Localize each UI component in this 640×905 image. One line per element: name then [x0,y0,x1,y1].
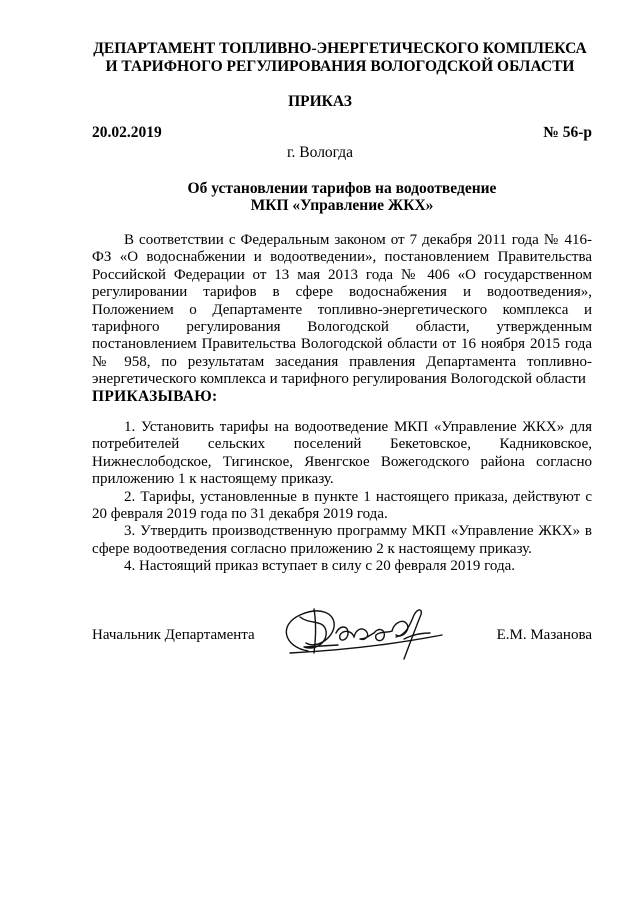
document-type: ПРИКАЗ [288,93,352,110]
order-item: 4. Настоящий приказ вступает в силу с 20 февраля 2019 года. [124,558,516,575]
document-date: 20.02.2019 [92,124,162,141]
issuer-line-1: ДЕПАРТАМЕНТ ТОПЛИВНО-ЭНЕРГЕТИЧЕСКОГО КОМПЛЕКСА [93,40,587,57]
signature-block [92,595,592,665]
subject-line-2: МКП «Управление ЖКХ» [250,197,434,214]
issuer-header [60,40,620,76]
document-city: г. Вологда [286,144,354,161]
preamble-paragraph: В соответствии с Федеральным законом от 7 декабря 2011 года № 416-ФЗ «О водоснабжении и водоотведении», постановлением Правительства Российской Федерации от 13 мая 2013 года № 406 «О государственном регулировании тарифов в сфере водоснабжения и водоотведения», Положением о Департаменте топливно-энергетического комплекса и тарифного регулирования Вологодской области, утвержденным постановлением Правительства Вологодской области от 16 ноября 2015 года № 958, по результатам заседания правления Департамента топливно-энергетического комплекса и тарифного регулирования Вологодской области [92,232,592,388]
order-items [92,419,592,576]
signatory-position: Начальник Департамента [92,627,255,643]
order-item: 1. Установить тарифы на водоотведение МКП «Управление ЖКХ» для потребителей сельских поселений Бекетовское, Кадниковское, Нижнеслободское, Тигинское, Явенгское Вожегодского района согласно приложению 1 к настоящему приказу. [92,419,592,488]
subject-line-1: Об установлении тарифов на водоотведение [187,180,497,197]
document-subject [92,180,592,214]
handwritten-signature [270,595,450,663]
order-word: ПРИКАЗЫВАЮ: [92,388,218,405]
signatory-name: Е.М. Мазанова [496,627,592,643]
issuer-line-2: И ТАРИФНОГО РЕГУЛИРОВАНИЯ ВОЛОГОДСКОЙ ОБЛАСТИ [105,58,575,75]
order-item: 3. Утвердить производственную программу МКП «Управление ЖКХ» в сфере водоотведения согласно приложению 2 к настоящему приказу. [92,523,592,557]
document-number: № 56-р [543,124,592,141]
order-item: 2. Тарифы, установленные в пункте 1 настоящего приказа, действуют с 20 февраля 2019 года по 31 декабря 2019 года. [92,488,592,523]
